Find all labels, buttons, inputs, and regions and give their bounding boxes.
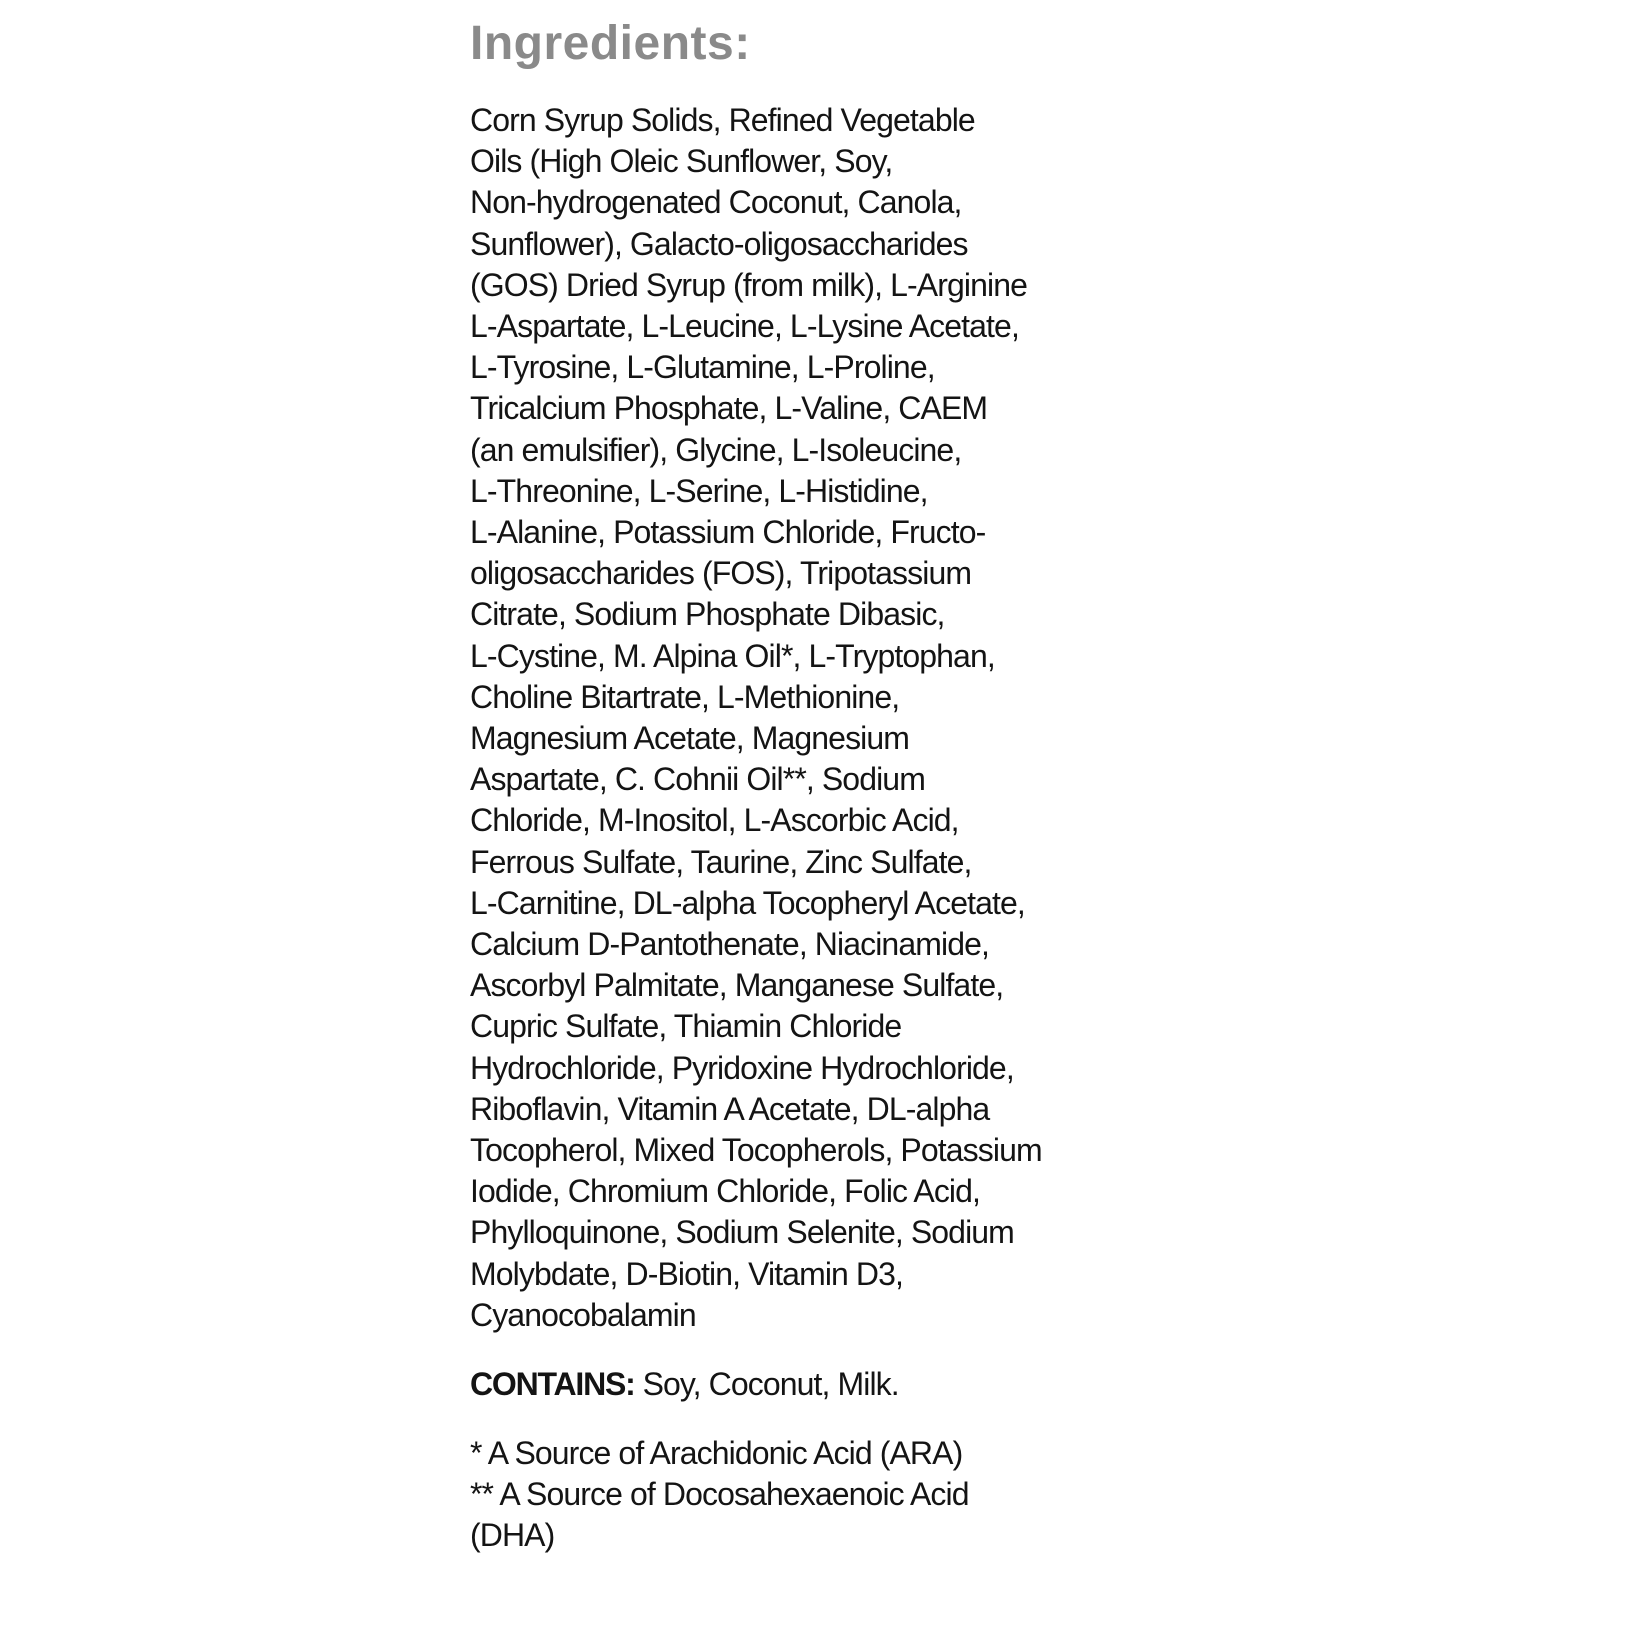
ingredients-line: Citrate, Sodium Phosphate Dibasic, xyxy=(470,596,945,633)
ingredients-line: Ferrous Sulfate, Taurine, Zinc Sulfate, xyxy=(470,843,972,880)
ingredients-line: L-Threonine, L-Serine, L-Histidine, xyxy=(470,472,928,509)
ingredients-line: Choline Bitartrate, L-Methionine, xyxy=(470,678,900,715)
ingredients-line: Cupric Sulfate, Thiamin Chloride xyxy=(470,1008,902,1045)
ingredients-line: (GOS) Dried Syrup (from milk), L-Arginine xyxy=(470,266,1027,303)
ingredients-line: Ascorbyl Palmitate, Manganese Sulfate, xyxy=(470,967,1004,1004)
ingredients-line: L-Aspartate, L-Leucine, L-Lysine Acetate, xyxy=(470,308,1019,345)
footnote-dha: ** A Source of Docosahexaenoic Acid xyxy=(470,1476,969,1513)
ingredients-line: Calcium D-Pantothenate, Niacinamide, xyxy=(470,926,989,963)
ingredients-line: Tricalcium Phosphate, L-Valine, CAEM xyxy=(470,390,988,427)
footnote-ara: * A Source of Arachidonic Acid (ARA) xyxy=(470,1435,963,1472)
ingredients-line: Molybdate, D-Biotin, Vitamin D3, xyxy=(470,1255,904,1292)
ingredients-heading: Ingredients: xyxy=(470,17,751,70)
ingredients-line: L-Cystine, M. Alpina Oil*, L-Tryptophan, xyxy=(470,637,995,674)
ingredients-line: Chloride, M-Inositol, L-Ascorbic Acid, xyxy=(470,802,959,839)
ingredients-line: Sunflower), Galacto-oligosaccharides xyxy=(470,225,968,262)
allergen-statement xyxy=(470,1364,1150,1405)
ingredients-list xyxy=(470,100,1150,1336)
contains-value: Soy, Coconut, Milk. xyxy=(634,1366,899,1403)
ingredients-panel xyxy=(470,14,1150,1556)
ingredients-line: (an emulsifier), Glycine, L-Isoleucine, xyxy=(470,431,962,468)
contains-label: CONTAINS: xyxy=(470,1366,635,1403)
ingredients-line: Oils (High Oleic Sunflower, Soy, xyxy=(470,143,893,180)
ingredients-line: Phylloquinone, Sodium Selenite, Sodium xyxy=(470,1214,1014,1251)
ingredients-line: Magnesium Acetate, Magnesium xyxy=(470,720,910,757)
ingredients-line: Iodide, Chromium Chloride, Folic Acid, xyxy=(470,1173,981,1210)
footnotes xyxy=(470,1433,1150,1556)
ingredients-line: Cyanocobalamin xyxy=(470,1296,696,1333)
ingredients-line: Hydrochloride, Pyridoxine Hydrochloride, xyxy=(470,1049,1014,1086)
ingredients-line: Aspartate, C. Cohnii Oil**, Sodium xyxy=(470,761,925,798)
ingredients-line: L-Carnitine, DL-alpha Tocopheryl Acetate, xyxy=(470,884,1025,921)
ingredients-line: oligosaccharides (FOS), Tripotassium xyxy=(470,555,972,592)
ingredients-line: Corn Syrup Solids, Refined Vegetable xyxy=(470,102,975,138)
ingredients-line: Non-hydrogenated Coconut, Canola, xyxy=(470,184,962,221)
footnote-dha-continued: (DHA) xyxy=(470,1517,555,1554)
ingredients-line: Riboflavin, Vitamin A Acetate, DL-alpha xyxy=(470,1090,990,1127)
ingredients-line: L-Alanine, Potassium Chloride, Fructo- xyxy=(470,514,986,551)
ingredients-line: Tocopherol, Mixed Tocopherols, Potassium xyxy=(470,1132,1042,1169)
ingredients-line: L-Tyrosine, L-Glutamine, L-Proline, xyxy=(470,349,935,386)
